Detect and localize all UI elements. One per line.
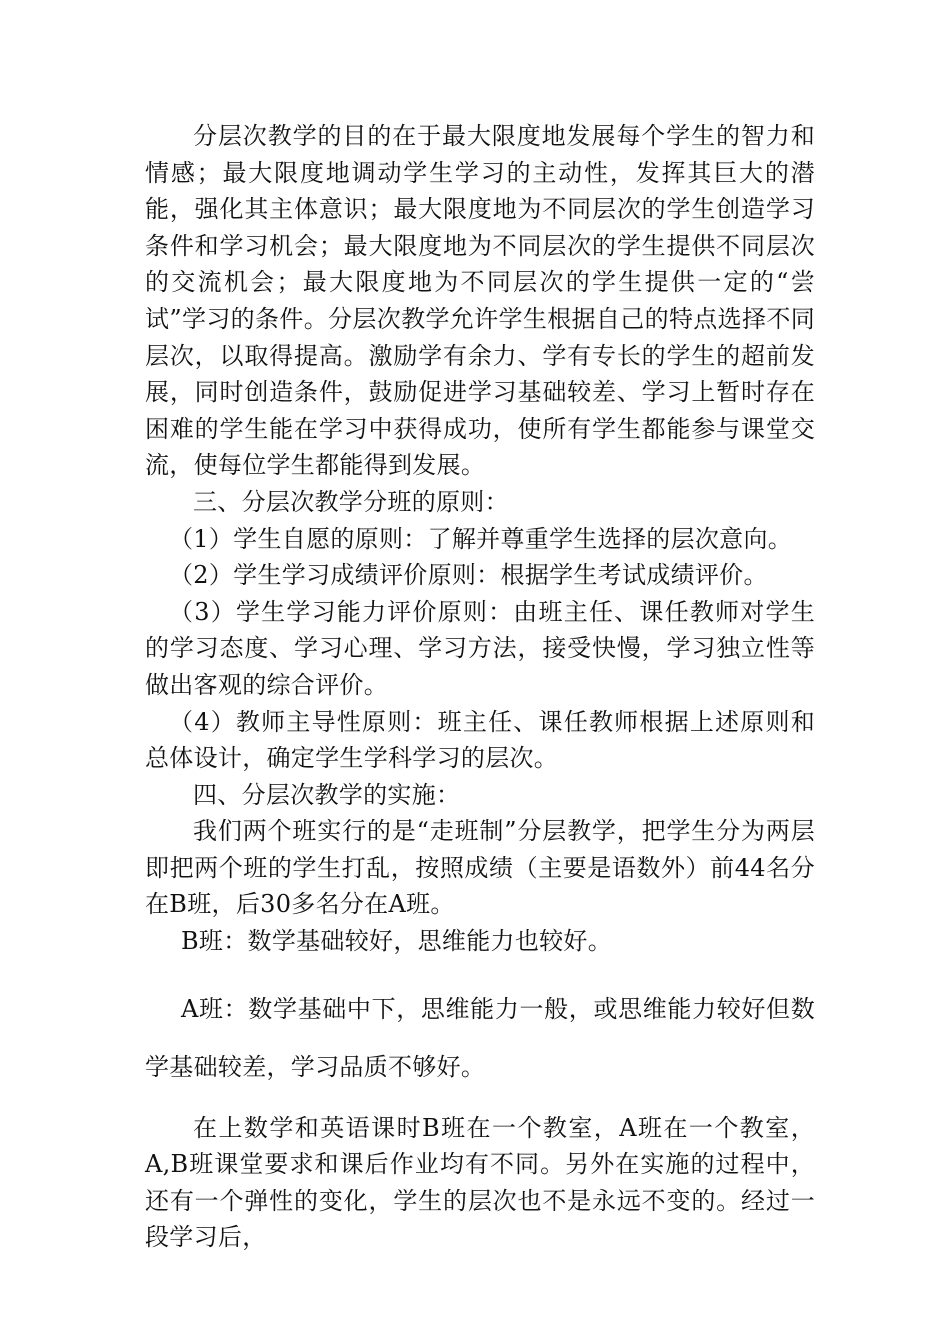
principle-4: （4）教师主导性原则：班主任、课任教师根据上述原则和总体设计，确定学生学科学习的层次。	[145, 707, 815, 773]
paragraph-purpose: 分层次教学的目的在于最大限度地发展每个学生的智力和情感；最大限度地调动学生学习的主动性，发挥其巨大的潜能，强化其主体意识；最大限度地为不同层次的学生创造学习条件和学习机会；最大限度地为不同层次的学生提供不同层次的交流机会；最大限度地为不同层次的学生提供一定的“尝试”学习的条件。分层次教学允许学生根据自己的特点选择不同层次，以取得提高。激励学有余力、学有专长的学生的超前发展，同时创造条件，鼓励促进学习基础较差、学习上暂时存在困难的学生能在学习中获得成功，使所有学生都能参与课堂交流，使每位学生都能得到发展。	[145, 122, 815, 480]
principle-3: （3）学生学习能力评价原则：由班主任、课任教师对学生的学习态度、学习心理、学习方法，接受快慢，学习独立性等做出客观的综合评价。	[145, 597, 815, 699]
heading-section-4: 四、分层次教学的实施：	[193, 780, 461, 809]
body-text	[145, 118, 815, 1256]
paragraph-b-class: B班：数学基础较好，思维能力也较好。	[181, 927, 613, 956]
heading-section-3: 三、分层次教学分班的原则：	[193, 487, 509, 516]
principle-2: （2）学生学习成绩评价原则：根据学生考试成绩评价。	[169, 561, 768, 590]
principle-1: （1）学生自愿的原则：了解并尊重学生选择的层次意向。	[169, 524, 793, 553]
paragraph-implementation: 我们两个班实行的是“走班制”分层教学，把学生分为两层即把两个班的学生打乱，按照成绩（主要是语数外）前44名分在B班，后30多名分在A班。	[145, 817, 815, 919]
paragraph-teaching: 在上数学和英语课时B班在一个教室，A班在一个教室，A,B班课堂要求和课后作业均有不同。另外在实施的过程中，还有一个弹性的变化，学生的层次也不是永远不变的。经过一段学习后，	[145, 1113, 815, 1252]
paragraph-a-class: A班：数学基础中下，思维能力一般，或思维能力较好但数学基础较差，学习品质不够好。	[145, 994, 815, 1081]
